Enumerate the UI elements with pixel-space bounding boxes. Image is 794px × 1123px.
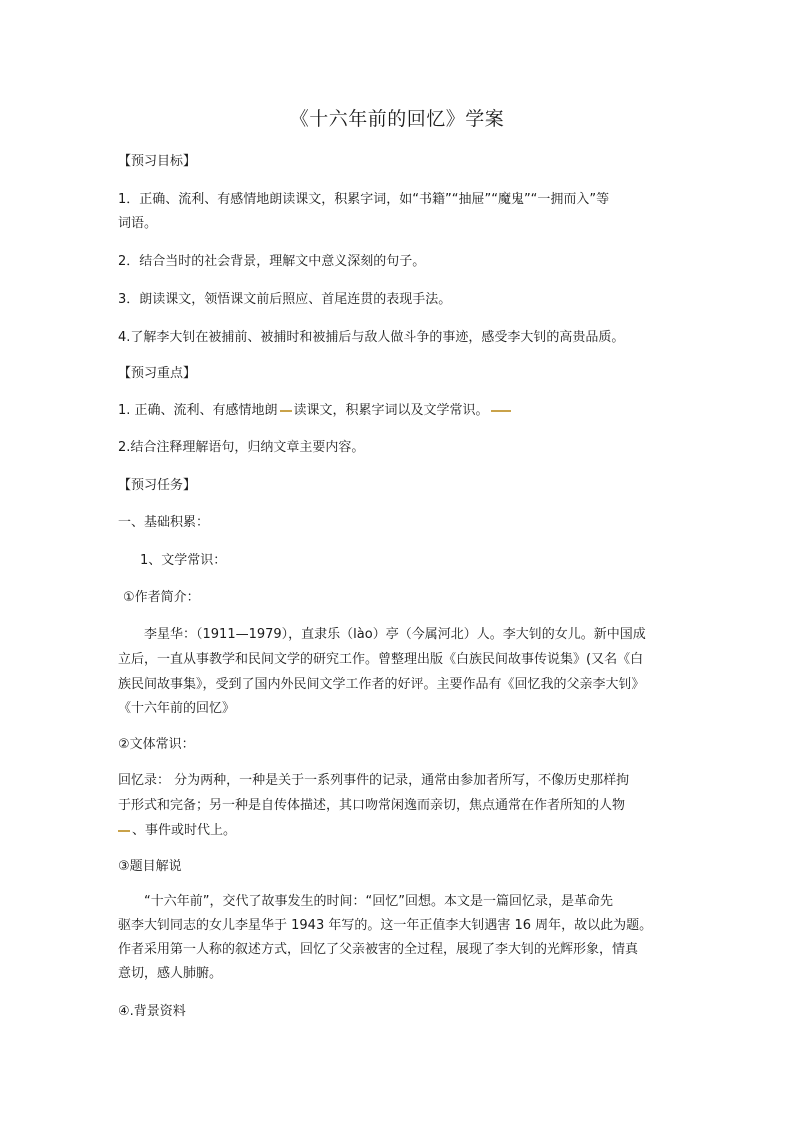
literary-heading: 1、文学常识：: [140, 553, 227, 568]
title-explain-line-4: 意切，感人肺腑。: [118, 966, 223, 981]
author-line-1: 李星华：（1911—1979），直隶乐（lào）亭（今属河北）人。李大钊的女儿。新中国成: [144, 627, 646, 642]
goal-1-line-2: 词语。: [118, 216, 158, 231]
title-explain-line-2: 驱李大钊同志的女儿李星华于 1943 年写的。这一年正值李大钊遇害 16 周年，故以此为题。: [118, 918, 653, 933]
author-heading: ①作者简介：: [123, 590, 200, 605]
edit-mark-icon: [280, 409, 292, 412]
goal-2: 2．结合当时的社会背景，理解文中意义深刻的句子。: [118, 254, 426, 269]
genre-line-3: [118, 819, 688, 843]
genre-line-2: 于形式和完备；另一种是自传体描述，其口吻常闲逸而亲切，焦点通常在作者所知的人物: [118, 798, 626, 813]
focus-1-part-b: 读课文，积累字词以及文学常识。: [293, 403, 489, 418]
author-line-3: 族民间故事集》，受到了国内外民间文学工作者的好评。主要作品有《回忆我的父亲李大钊》: [118, 677, 645, 692]
edit-mark-icon: [118, 829, 130, 832]
goal-1-line-1: 1．正确、流利、有感情地朗读课文，积累字词，如“书籍”“抽屉”“魔鬼”“一拥而入”等: [118, 192, 610, 207]
focus-1-part-a: 1. 正确、流利、有感情地朗: [118, 403, 278, 418]
focus-heading: 【预习重点】: [118, 366, 197, 381]
author-line-4: 《十六年前的回忆》: [118, 701, 236, 716]
author-line-2: 立后，一直从事教学和民间文学的研究工作。曾整理出版《白族民间故事传说集》(又名《白: [118, 652, 644, 667]
background-heading: ④.背景资料: [118, 1004, 186, 1019]
tasks-heading: 【预习任务】: [118, 478, 197, 493]
page-title: 《十六年前的回忆》学案: [289, 108, 505, 130]
genre-heading: ②文体常识：: [118, 737, 195, 752]
focus-1: [118, 399, 688, 423]
focus-2: 2.结合注释理解语句，归纳文章主要内容。: [118, 440, 365, 455]
title-explain-line-3: 作者采用第一人称的叙述方式，回忆了父亲被害的全过程，展现了李大钊的光辉形象，情真: [118, 942, 639, 957]
edit-mark-icon: [491, 409, 511, 412]
genre-line-3-text: 、事件或时代上。: [132, 823, 237, 838]
basics-heading: 一、基础积累：: [118, 515, 210, 530]
title-explain-heading: ③题目解说: [118, 859, 182, 874]
goals-heading: 【预习目标】: [118, 154, 197, 169]
goal-4: 4.了解李大钊在被捕前、被捕时和被捕后与敌人做斗争的事迹，感受李大钊的高贵品质。: [118, 330, 625, 345]
title-explain-line-1: “十六年前”，交代了故事发生的时间：“回忆”回想。本文是一篇回忆录，是革命先: [144, 894, 613, 909]
goal-3: 3．朗读课文，领悟课文前后照应、首尾连贯的表现手法。: [118, 292, 452, 307]
genre-line-1: 回忆录： 分为两种，一种是关于一系列事件的记录，通常由参加者所写，不像历史那样拘: [118, 773, 630, 788]
